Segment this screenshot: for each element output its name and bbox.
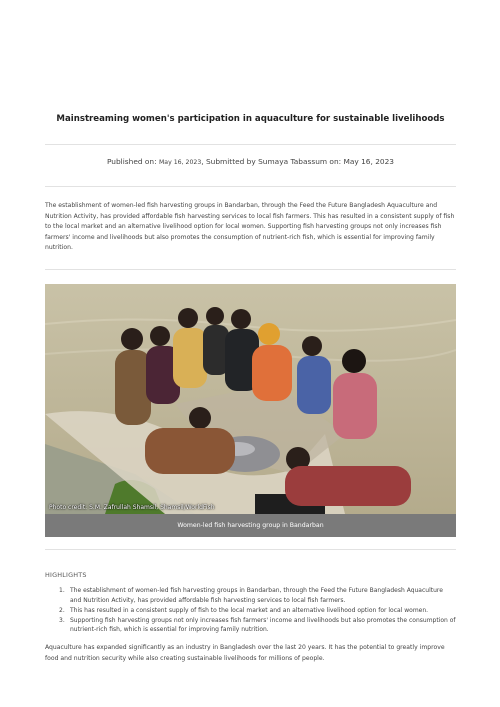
list-item-text: The establishment of women-led fish harvesting groups in Bandarban, through the Feed the Future Bangladesh Aquaculture and Nutrition Activity, has provided affordable fish harvesting services to local fish farmers. [70,587,443,604]
article-figure [45,284,456,537]
highlights-list [59,586,456,635]
list-item-number: 1. [59,587,65,594]
list-item-number: 3. [59,616,65,624]
body-paragraph: Aquaculture has expanded significantly as an industry in Bangladesh over the last 20 years. It has the potential to greatly improve food and nutrition security while also creating sustainable livelihoods for millions of people. [45,644,445,662]
article-meta [45,157,456,166]
fish-harvest-photo [45,284,456,514]
divider [45,269,456,270]
published-label: Published on: [106,157,159,166]
list-item [59,616,456,635]
article-intro: The establishment of women-led fish harvesting groups in Bandarban, through the Feed the Future Bangladesh Aquaculture and Nutrition Activity, has provided affordable fish harvesting services to local fish farmers. This has resulted in a consistent supply of fish to the local market and an alternative livelihood option for local women. Supporting fish harvesting groups not only increases fish farmers' income and livelihoods but also promotes the consumption of nutrient-rich fish, which is essential for improving family nutrition. [45,202,455,251]
article-title: Mainstreaming women's participation in aquaculture for sustainable livelihoods [56,114,445,124]
divider [45,144,456,145]
list-item-number: 2. [59,606,65,614]
highlights-heading: HIGHLIGHTS [45,571,87,579]
list-item [59,606,456,616]
published-date: May 16, 2023 [158,159,202,166]
list-item-text: Supporting fish harvesting groups not only increases fish farmers' income and livelihoods but also promotes the consumption of nutrient-rich fish, which is essential for improving family nutrition. [70,616,456,634]
figure-caption: Women-led fish harvesting group in Bandarban [45,514,456,537]
photo-credit: Photo credit: S.M. Zafrullah Shamsil, Shamsil/WorldFish [49,504,215,511]
list-item [59,586,456,605]
divider [45,186,456,187]
list-item-text: This has resulted in a consistent supply of fish to the local market and an alternative livelihood option for local women. [70,606,429,614]
divider [45,549,456,550]
submitted-info: , Submitted by Sumaya Tabassum on: May 16, 2023 [201,157,395,166]
